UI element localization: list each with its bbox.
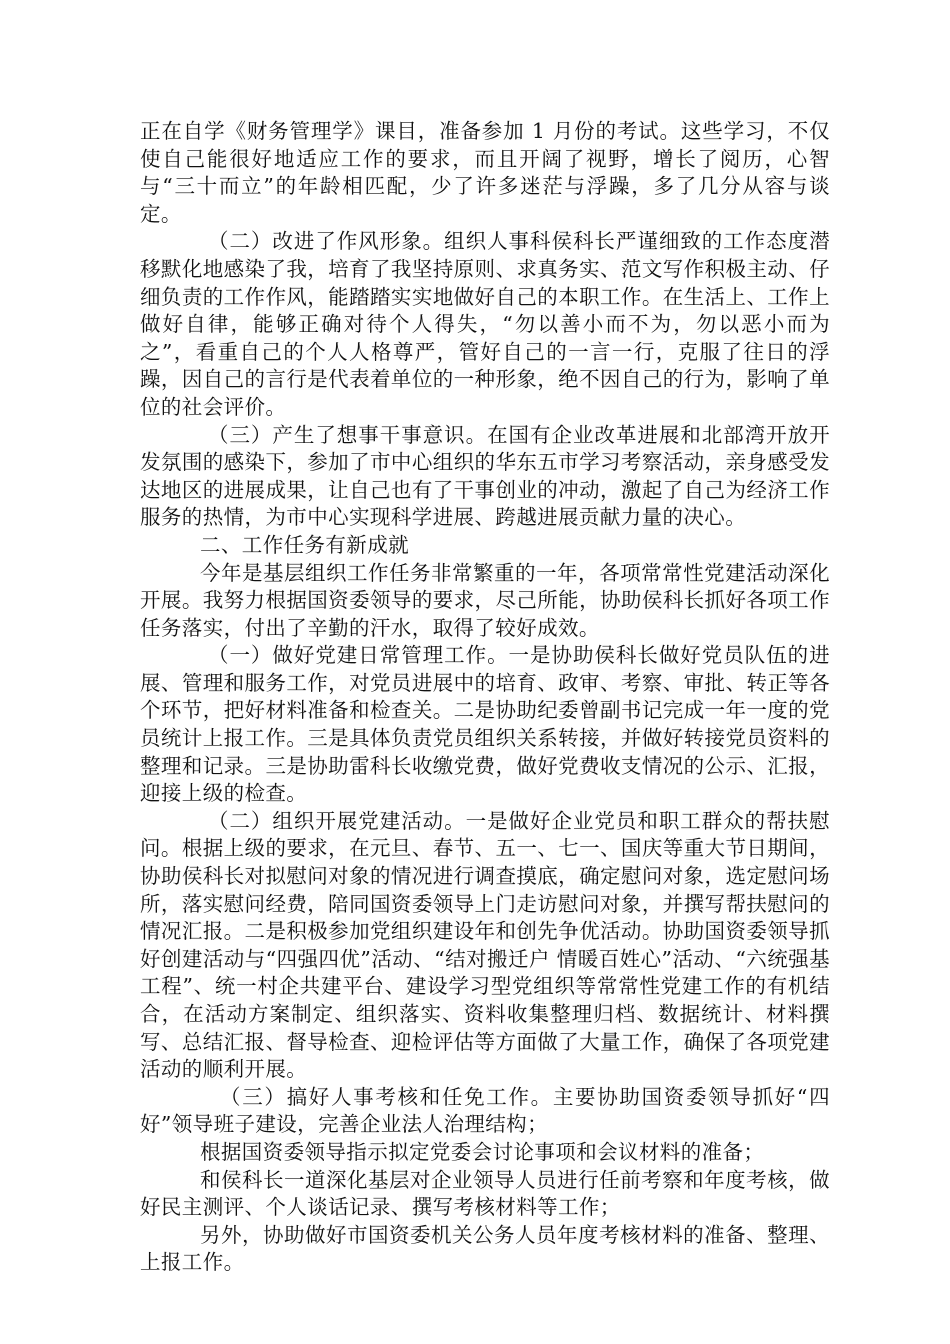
paragraph-party-management: （一）做好党建日常管理工作。一是协助侯科长做好党员队伍的进展、管理和服务工作，对党员进展中的培育、政审、考察、审批、转正等各个环节，把好材料准备和检查关。二是协助纪委曾副书记完成一年一度的党员统计上报工作。三是具体负责党员组织关系转接，并做好转接党员资料的整理和记录。三是协助雷科长收缴党费，做好党费收支情况的公示、汇报，迎接上级的检查。 — [140, 643, 830, 806]
paragraph-study-continuation: 正在自学《财务管理学》课目，准备参加 1 月份的考试。这些学习，不仅使自己能很好地适应工作的要求，而且开阔了视野，增长了阅历，心智与“三十而立”的年龄相匹配，少了许多迷茫与浮躁，多了几分从容与谈定。 — [140, 119, 830, 226]
paragraph-annual-review: 另外，协助做好市国资委机关公务人员年度考核材料的准备、整理、上报工作。 — [140, 1222, 830, 1275]
paragraph-party-activities: （二）组织开展党建活动。一是做好企业党员和职工群众的帮扶慰问。根据上级的要求，在元旦、春节、五一、七一、国庆等重大节日期间，协助侯科长对拟慰问对象的情况进行调查摸底，确定慰问对象，选定慰问场所，落实慰问经费，陪同国资委领导上门走访慰问对象，并撰写帮扶慰问的情况汇报。二是积极参加党组织建设年和创先争优活动。协助国资委领导抓好创建活动与“四强四优”活动、“结对搬迁户 情暖百姓心”活动、“六统强基工程”、统一村企共建平台、建设学习型党组织等常常性党建工作的有机结合，在活动方案制定、组织落实、资料收集整理归档、数据统计、材料撰写、总结汇报、督导检查、迎检评估等方面做了大量工作，确保了各项党建活动的顺利开展。 — [140, 808, 830, 1082]
paragraph-style-improvement: （二）改进了作风形象。组织人事科侯科长严谨细致的工作态度潜移默化地感染了我，培育了我坚持原则、求真务实、范文写作积极主动、仔细负责的工作作风，能踏踏实实地做好自己的本职工作。在生活上、工作上做好自律，能够正确对待个人得失，“勿以善小而不为，勿以恶小而为之”，看重自己的个人人格尊严，管好自己的一言一行，克服了往日的浮躁，因自己的言行是代表着单位的一种形象，绝不因自己的行为，影响了单位的社会评价。 — [140, 229, 830, 419]
document-body — [140, 118, 830, 1277]
paragraph-inspection: 和侯科长一道深化基层对企业领导人员进行任前考察和年度考核，做好民主测评、个人谈话记录、撰写考核材料等工作； — [140, 1167, 830, 1220]
paragraph-year-overview: 今年是基层组织工作任务非常繁重的一年，各项常常性党建活动深化开展。我努力根据国资委领导的要求，尽己所能，协助侯科长抓好各项工作任务落实，付出了辛勤的汗水，取得了较好成效。 — [140, 560, 830, 640]
paragraph-meeting-materials: 根据国资委领导指示拟定党委会讨论事项和会议材料的准备； — [200, 1139, 765, 1164]
section-heading-achievements: 二、工作任务有新成就 — [200, 532, 409, 557]
paragraph-initiative: （三）产生了想事干事意识。在国有企业改革进展和北部湾开放开发氛围的感染下，参加了市中心组织的华东五市学习考察活动，亲身感受发达地区的进展成果，让自己也有了干事创业的冲动，激起了自己为经济工作服务的热情，为市中心实现科学进展、跨越进展贡献力量的决心。 — [140, 422, 830, 530]
paragraph-personnel-assessment: （三）搞好人事考核和任免工作。主要协助国资委领导抓好“四好”领导班子建设，完善企业法人治理结构； — [140, 1084, 830, 1137]
